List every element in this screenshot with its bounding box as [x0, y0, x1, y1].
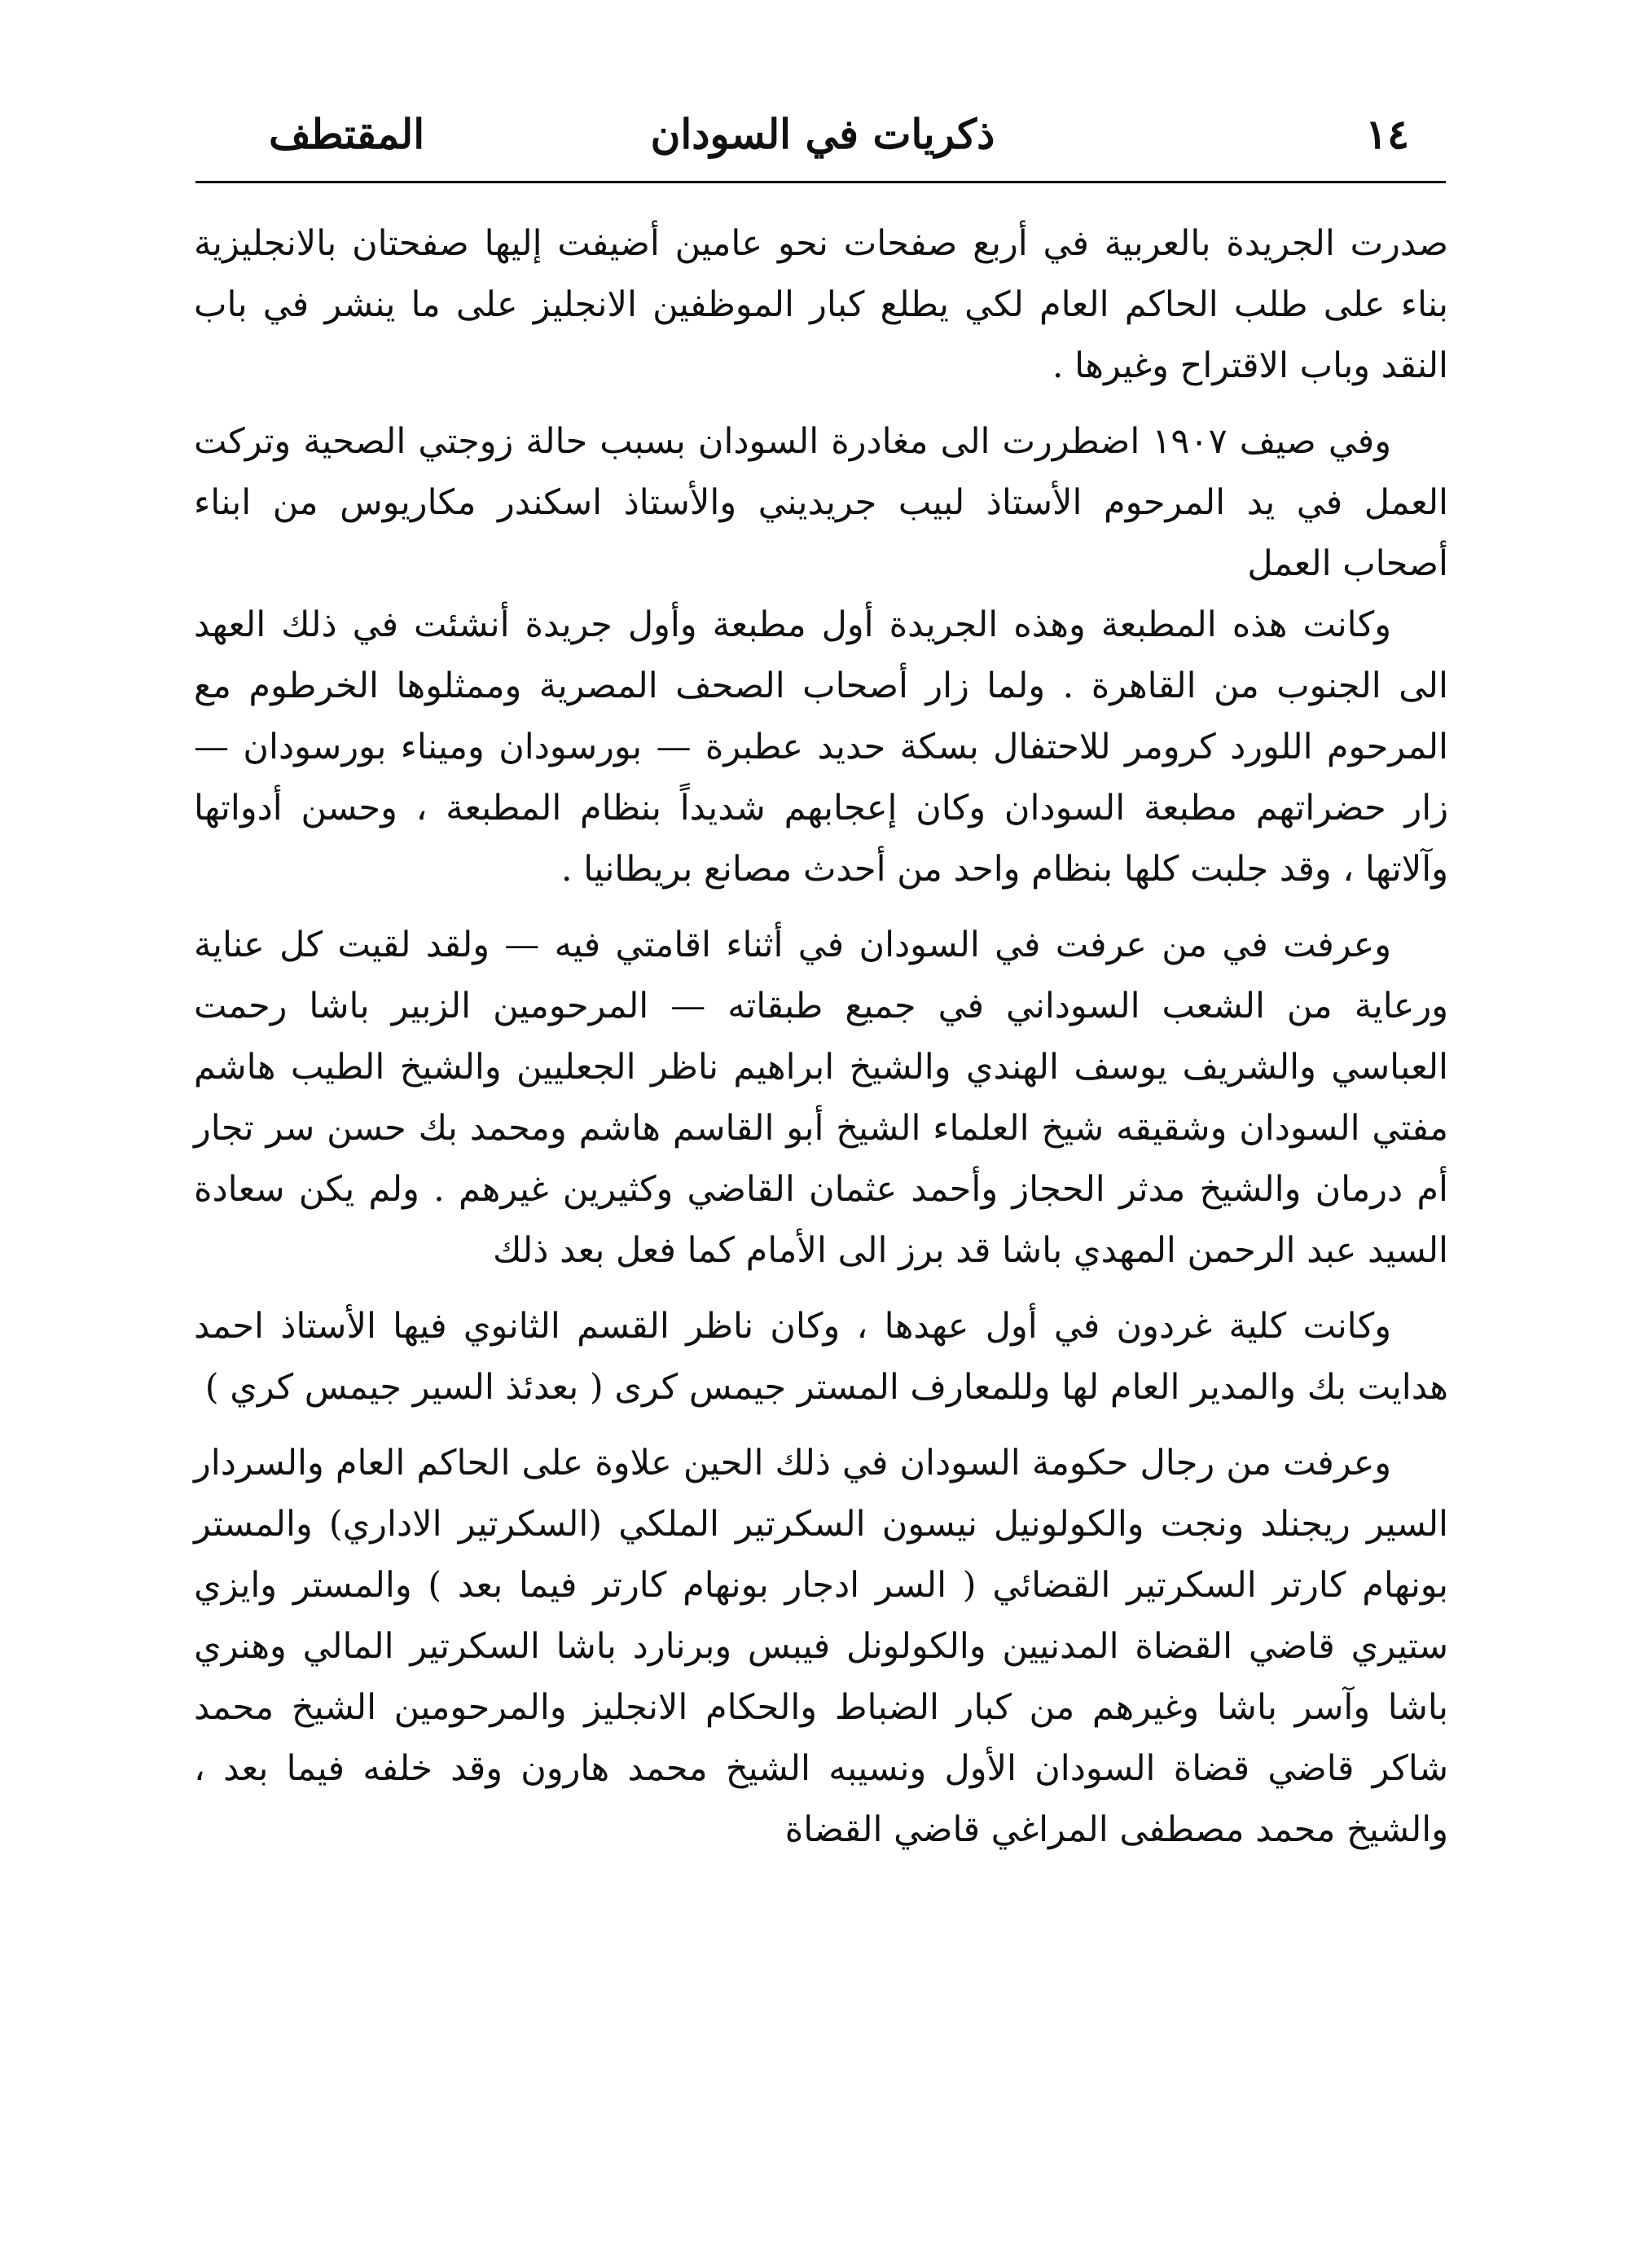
- paragraph-acquaintances: وعرفت في من عرفت في السودان في أثناء اقامتي فيه — ولقد لقيت كل عناية ورعاية من الشعب السوداني في جميع طبقاته — المرحومين الزبير باشا رحمت العباسي والشريف يوسف الهندي والشيخ ابراهيم ناظر الجعليين والشيخ الطيب هاشم مفتي السودان وشقيقه شيخ العلماء الشيخ أبو القاسم هاشم ومحمد بك حسن سر تجار أم درمان والشيخ مدثر الحجاز وأحمد عثمان القاضي وكثيرين غيرهم . ولم يكن سعادة السيد عبد الرحمن المهدي باشا قد برز الى الأمام كما فعل بعد ذلك: [194, 925, 1448, 1271]
- running-title: ذكريات في السودان: [650, 110, 995, 158]
- paragraph-first-press: وكانت هذه المطبعة وهذه الجريدة أول مطبعة وأول جريدة أنشئت في ذلك العهد الى الجنوب من القاهرة . ولما زار أصحاب الصحف المصرية وممثلوها الخرطوم مع المرحوم اللورد كرومر للاحتفال بسكة حديد عطبرة — بورسودان وميناء بورسودان — زار حضراتهم مطبعة السودان وكان إعجابهم شديداً بنظام المطبعة ، وحسن أدواتها وآلاتها ، وقد جلبت كلها بنظام واحد من أحدث مصانع بريطانيا .: [194, 604, 1448, 890]
- page-header: [204, 102, 1442, 167]
- paragraph-newspaper-english-pages: صدرت الجريدة بالعربية في أربع صفحات نحو عامين أضيفت إليها صفحتان بالانجليزية بناء على طلب الحاكم العام لكي يطلع كبار الموظفين الانجليز على ما ينشر في باب النقد وباب الاقتراح وغيرها .: [194, 223, 1448, 386]
- paragraph-leaving-sudan-1907: وفي صيف ١٩٠٧ اضطررت الى مغادرة السودان بسبب حالة زوجتي الصحية وتركت العمل في يد المرحوم الأستاذ لبيب جريديني والأستاذ اسكندر مكاريوس من ابناء أصحاب العمل: [194, 421, 1448, 584]
- journal-name: المقتطف: [269, 110, 425, 158]
- paragraph-gordon-college: وكانت كلية غردون في أول عهدها ، وكان ناظر القسم الثانوي فيها الأستاذ احمد هدايت بك والمدير العام لها وللمعارف المستر جيمس كرى ( بعدئذ السير جيمس كري ): [194, 1306, 1448, 1408]
- paragraph-government-officials: وعرفت من رجال حكومة السودان في ذلك الحين علاوة على الحاكم العام والسردار السير ريجنلد ونجت والكولونيل نيسون السكرتير الملكي (السكرتير الاداري) والمستر بونهام كارتر السكرتير القضائي ( السر ادجار بونهام كارتر فيما بعد ) والمستر وايزي ستيري قاضي القضاة المدنيين والكولونل فيبس وبرنارد باشا السكرتير المالي وهنري باشا وآسر باشا وغيرهم من كبار الضباط والحكام الانجليز والمرحومين الشيخ محمد شاكر قاضي قضاة السودان الأول ونسيبه الشيخ محمد هارون وقد خلفه فيما بعد ، والشيخ محمد مصطفى المراغي قاضي القضاة: [194, 1443, 1448, 1850]
- header-divider: [195, 181, 1446, 183]
- page-number: ١٤: [1365, 110, 1409, 158]
- article-body: [194, 213, 1448, 1861]
